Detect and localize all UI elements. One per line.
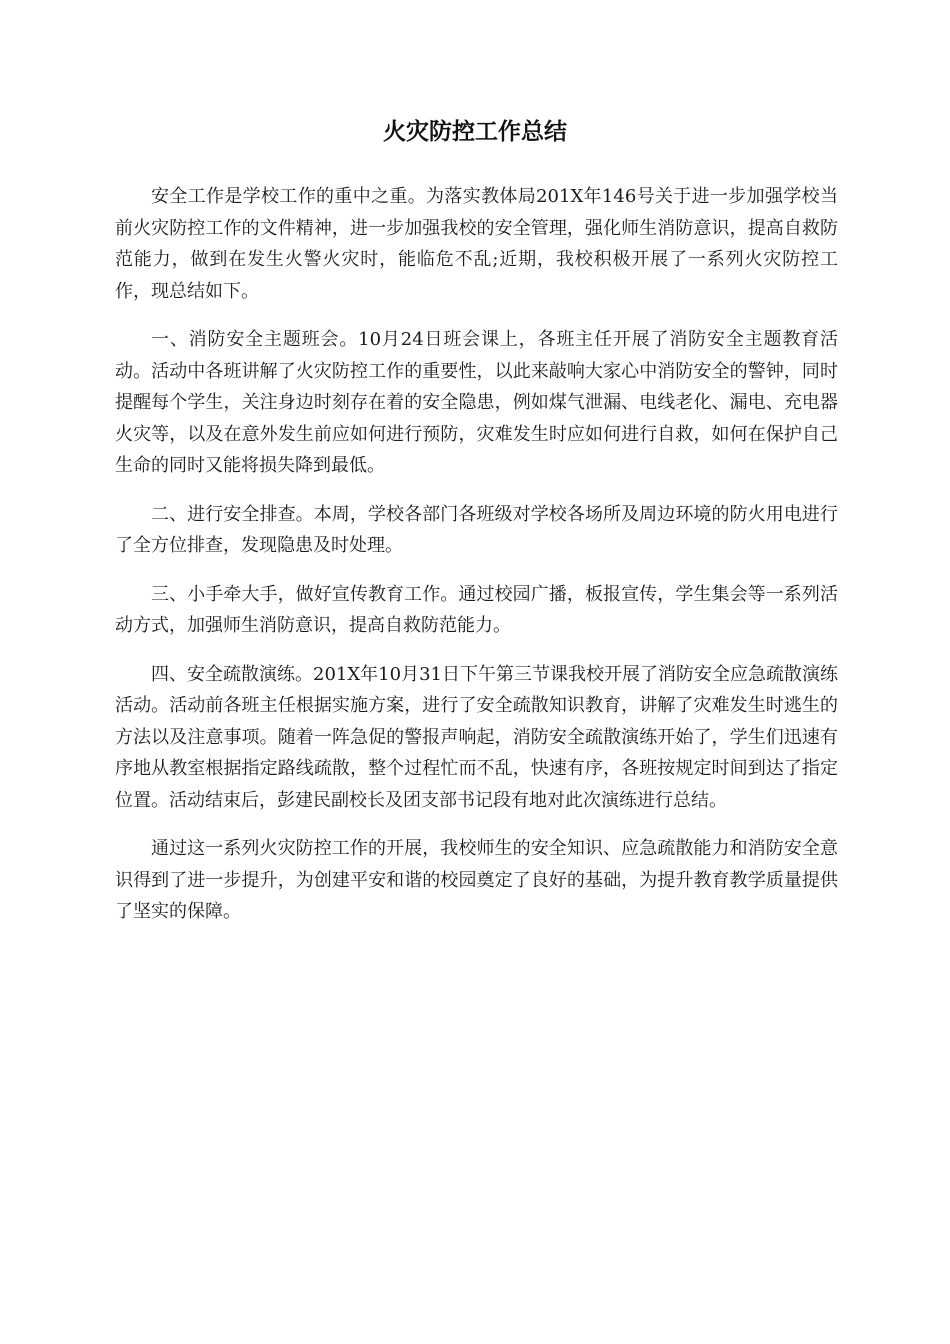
paragraph-publicity-education: 三、小手牵大手，做好宣传教育工作。通过校园广播，板报宣传，学生集会等一系列活动方式，加强师生消防意识，提高自救防范能力。 [115,583,838,636]
document-body [115,181,838,945]
paragraph-safety-inspection: 二、进行安全排查。本周，学校各部门各班级对学校各场所及周边环境的防火用电进行了全方位排查，发现隐患及时处理。 [115,503,838,556]
paragraph-intro: 安全工作是学校工作的重中之重。为落实教体局201X年146号关于进一步加强学校当前火灾防控工作的文件精神，进一步加强我校的安全管理，强化师生消防意识，提高自救防范能力，做到在发生火警火灾时，能临危不乱;近期，我校积极开展了一系列火灾防控工作，现总结如下。 [115,186,838,302]
paragraph-evacuation-drill: 四、安全疏散演练。201X年10月31日下午第三节课我校开展了消防安全应急疏散演练活动。活动前各班主任根据实施方案，进行了安全疏散知识教育，讲解了灾难发生时逃生的方法以及注意事项。随着一阵急促的警报声响起，消防安全疏散演练开始了，学生们迅速有序地从教室根据指定路线疏散，整个过程忙而不乱，快速有序，各班按规定时间到达了指定位置。活动结束后，彭建民副校长及团支部书记段有地对此次演练进行总结。 [115,663,838,811]
paragraph-class-meeting: 一、消防安全主题班会。10月24日班会课上，各班主任开展了消防安全主题教育活动。活动中各班讲解了火灾防控工作的重要性，以此来敲响大家心中消防安全的警钟，同时提醒每个学生，关注身边时刻存在着的安全隐患，例如煤气泄漏、电线老化、漏电、充电器火灾等，以及在意外发生前应如何进行预防，灾难发生时应如何进行自救，如何在保护自己生命的同时又能将损失降到最低。 [115,329,838,476]
paragraph-conclusion: 通过这一系列火灾防控工作的开展，我校师生的安全知识、应急疏散能力和消防安全意识得到了进一步提升，为创建平安和谐的校园奠定了良好的基础，为提升教育教学质量提供了坚实的保障。 [115,838,838,922]
document-title: 火灾防控工作总结 [383,119,567,145]
